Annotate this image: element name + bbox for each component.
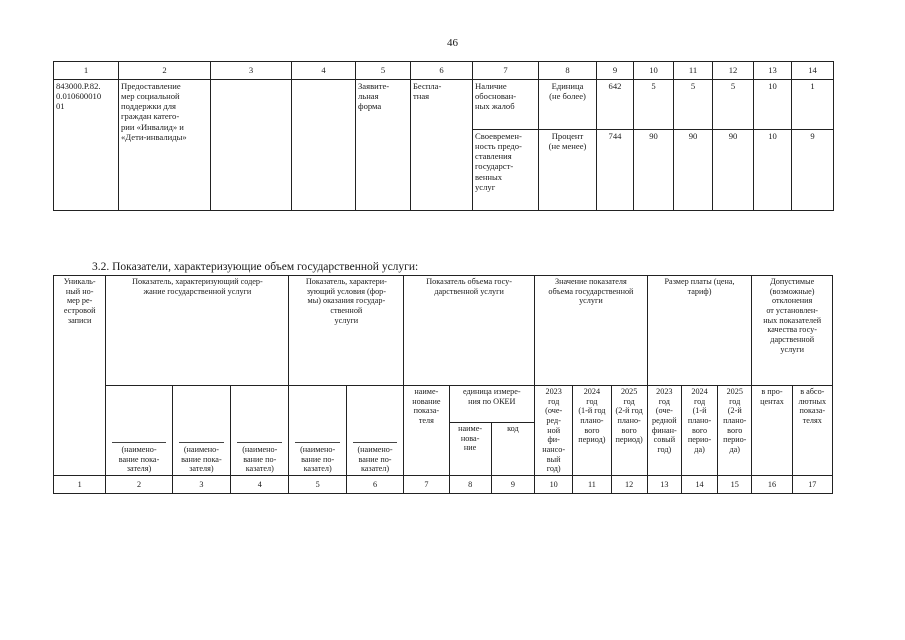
column-number-row [54,476,833,494]
deviation-absolute-cell: 1 [792,80,834,130]
indicator-name-slot [289,386,346,476]
header-text: Показатель, характери- зующий условия (фор- мы) оказания государ- ственной услуги [305,277,387,325]
value-2023-cell: 90 [634,130,674,211]
column-number: 8 [539,62,597,80]
service-name: Предоставление мер социальной поддержки для граждан катего- рии «Инвалид» и «Дети-инвалиды» [121,81,187,142]
okei-code-cell: 744 [597,130,634,211]
indicator-name-slot [106,386,172,476]
unit-name: Единица (не более) [549,81,586,102]
column-number: 3 [211,62,292,80]
header-text: 2024 год (1-й плано- вого перио- да) [687,387,712,455]
deviation-absolute-header [792,386,832,476]
indicator-name-placeholder: (наимено- вание по- казател) [357,445,393,474]
column-number: 9 [597,62,634,80]
okei-name-header [449,423,491,476]
volume-value-header [535,276,648,386]
deviation-percent-cell: 10 [754,80,792,130]
column-number: 12 [611,476,647,494]
deviation-percent-cell: 10 [754,130,792,211]
registry-number-header [54,276,106,476]
header-text: 2025 год (2-й год плано- вого период) [615,387,643,445]
header-text: 2023 год (оче- ред- ной фи- нансо- вый год) [542,387,566,474]
column-number: 11 [573,476,611,494]
value-2023-cell: 5 [634,80,674,130]
column-number: 9 [491,476,534,494]
empty-cell [211,80,292,211]
volume-indicator-header [404,276,535,386]
okei-unit-header [449,386,535,423]
okei-code-cell: 642 [597,80,634,130]
indicator-name-placeholder: (наимено- вание по- казател) [242,445,278,474]
column-number: 4 [231,476,289,494]
header-text: 2024 год (1-й год плано- вого период) [578,387,606,445]
header-text: Допустимые (возможные) отклонения от установлен- ных показателей качества госу- дарственной услуги [763,277,822,354]
payment-type-cell [411,80,473,211]
page-number: 46 [447,37,458,49]
header-text: в абсо- лютных показа- телях [798,387,827,426]
indicator-name: Своевремен- ность предо- ставления государст- венных услуг [475,131,522,192]
column-number: 13 [647,476,681,494]
column-number-row [54,62,834,80]
column-number: 8 [449,476,491,494]
quality-indicators-table [53,61,834,211]
fee-2025-header [718,386,752,476]
header-text: в про- центах [760,387,784,406]
fee-2024-header [681,386,717,476]
indicator-name-placeholder: (наимено- вание пока- зателя) [181,445,222,474]
column-number: 1 [54,62,119,80]
column-number: 2 [119,62,211,80]
column-number: 3 [172,476,230,494]
column-number: 17 [792,476,832,494]
column-number: 15 [718,476,752,494]
column-number: 6 [411,62,473,80]
value-2024-header [573,386,611,476]
section-heading: 3.2. Показатели, характеризующие объем государственной услуги: [92,261,419,273]
value-2025-cell: 5 [713,80,754,130]
deviation-percent-header [752,386,792,476]
column-number: 10 [634,62,674,80]
registry-code: 843000.Р.82. 0.010600010 01 [56,81,102,112]
column-number: 7 [473,62,539,80]
column-number: 12 [713,62,754,80]
column-number: 11 [674,62,713,80]
column-number: 16 [752,476,792,494]
value-2025-header [611,386,647,476]
service-form-cell [356,80,411,211]
volume-indicators-table [53,275,833,494]
indicator-name-placeholder: (наимено- вание по- казател) [300,445,336,474]
column-number: 5 [289,476,346,494]
value-2025-cell: 90 [713,130,754,211]
header-text: 2025 год (2-й плано- вого перио- да) [723,387,747,455]
column-number: 6 [346,476,403,494]
indicator-name-placeholder: (наимено- вание пока- зателя) [118,445,160,474]
header-text: 2023 год (оче- редной финан- совый год) [651,387,677,455]
header-text: наиме- нова- ние [458,424,483,453]
header-text: единица измере- ния по ОКЕИ [462,387,521,406]
registry-code-cell [54,80,119,211]
header-row [54,386,833,423]
okei-code-header [491,423,534,476]
indicator-name-slot [231,386,289,476]
header-text: код [507,424,519,433]
header-text: наиме- нование показа- теля [412,387,441,426]
conditions-indicator-header [289,276,404,386]
unit-name: Процент (не менее) [548,131,587,152]
column-number: 4 [292,62,356,80]
header-text: Показатель объема госу- дарственной услуги [426,277,513,296]
indicator-name-cell [473,130,539,211]
indicator-name: Наличие обоснован- ных жалоб [475,81,517,112]
deviation-header [752,276,833,386]
column-number: 7 [404,476,449,494]
service-form: Заявите- льная форма [358,81,390,112]
content-indicator-header [106,276,289,386]
value-2024-cell: 5 [674,80,713,130]
column-number: 14 [792,62,834,80]
header-text: Уникаль- ный но- мер ре- естровой записи [63,277,96,325]
column-number: 2 [106,476,172,494]
fee-header [647,276,752,386]
column-number: 13 [754,62,792,80]
indicator-name-slot [346,386,403,476]
unit-cell [539,80,597,130]
service-name-cell [119,80,211,211]
column-number: 14 [681,476,717,494]
unit-cell [539,130,597,211]
column-number: 1 [54,476,106,494]
fee-2023-header [647,386,681,476]
indicator-name-header [404,386,449,476]
table-row [54,80,834,130]
indicator-name-cell [473,80,539,130]
column-number: 10 [535,476,573,494]
header-text: Размер платы (цена, тариф) [664,277,735,296]
column-number: 5 [356,62,411,80]
header-text: Показатель, характеризующий содер- жание государственной услуги [132,277,263,296]
indicator-name-slot [172,386,230,476]
empty-cell [292,80,356,211]
value-2023-header [535,386,573,476]
value-2024-cell: 90 [674,130,713,211]
deviation-absolute-cell: 9 [792,130,834,211]
payment-type: Беспла- тная [413,81,442,102]
header-text: Значение показателя объема государственной услуги [548,277,634,306]
header-row [54,276,833,386]
